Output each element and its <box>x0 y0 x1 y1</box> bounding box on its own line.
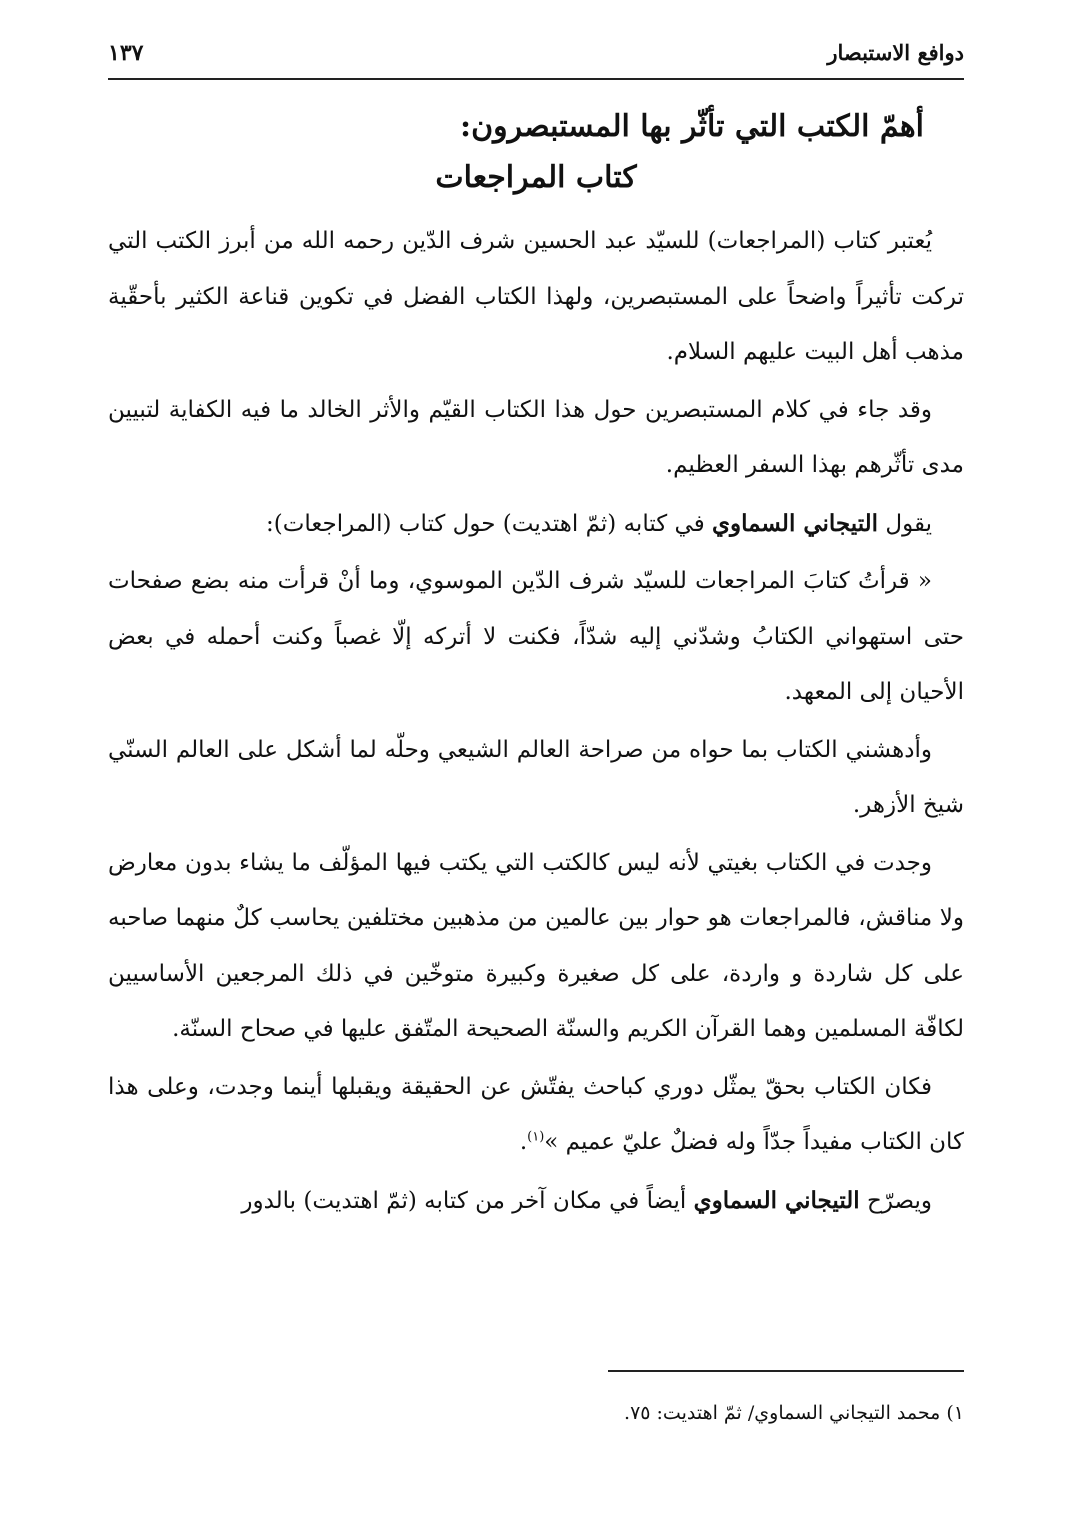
footnote: ١) محمد التيجاني السماوي/ ثمّ اهتديت: ٧٥. <box>624 1402 964 1424</box>
paragraph-3 <box>108 496 964 553</box>
paragraph-7-end: . <box>519 1129 528 1155</box>
paragraph-1: يُعتبر كتاب (المراجعات) للسيّد عبد الحسين شرف الدّين رحمه الله من أبرز الكتب التي تركت تأثيراً واضحاً على المستبصرين، ولهذا الكتاب الفضل في تكوين قناعة الكثير بأحقّية مذهب أهل البيت عليهم السلام. <box>108 228 964 365</box>
footnote-divider <box>608 1370 964 1372</box>
author-name-2: التيجاني السماوي <box>693 1186 860 1214</box>
section-headings <box>108 102 964 204</box>
paragraph-7 <box>108 1060 964 1171</box>
paragraph-7-text: فكان الكتاب بحقّ يمثّل دوري كباحث يفتّش عن الحقيقة ويقبلها أينما وجدت، وعلى هذا كان الكتاب مفيداً جدّاً وله فضلٌ عليّ عميم » <box>108 1073 964 1155</box>
body-text <box>108 214 964 1231</box>
paragraph-5: وأدهشني الكتاب بما حواه من صراحة العالم الشيعي وحلّه لما أشكل على العالم السنّي شيخ الأزهر. <box>108 736 964 818</box>
paragraph-4: « قرأتُ كتابَ المراجعات للسيّد شرف الدّين الموسوي، وما أنْ قرأت منه بضع صفحات حتى استهواني الكتابُ وشدّني إليه شدّاً، فكنت لا أتركه إلّا غصباً وكنت أحمله في بعض الأحيان إلى المعهد. <box>108 568 964 705</box>
section-heading: أهمّ الكتب التي تأثّر بها المستبصرون: <box>460 109 924 144</box>
paragraph-3-start: يقول <box>878 510 932 537</box>
section-subheading: كتاب المراجعات <box>435 160 637 195</box>
page-number: ١٣٧ <box>108 40 144 66</box>
paragraph-6: وجدت في الكتاب بغيتي لأنه ليس كالكتب التي يكتب فيها المؤلّف ما يشاء بدون معارض ولا مناقش، فالمراجعات هو حوار بين عالمين من مذهبين مختلفين يحاسب كلٌ منهما صاحبه على كل شاردة و واردة، على كل صغيرة وكبيرة متوخّين في ذلك المرجعين الأساسيين لكافّة المسلمين وهما القرآن الكريم والسنّة الصحيحة المتّفق عليها في صحاح السنّة. <box>108 849 965 1042</box>
paragraph-8 <box>108 1173 964 1230</box>
running-title: دوافع الاستبصار <box>827 40 964 65</box>
author-name: التيجاني السماوي <box>712 509 879 537</box>
footnote-marker: (١) <box>527 1129 545 1145</box>
paragraph-3-end: في كتابه (ثمّ اهتديت) حول كتاب (المراجعات): <box>266 510 712 537</box>
paragraph-8-end: أيضاً في مكان آخر من كتابه (ثمّ اهتديت) بالدور <box>241 1187 694 1214</box>
running-header <box>108 38 964 80</box>
paragraph-8-start: ويصرّح <box>859 1187 932 1214</box>
paragraph-2: وقد جاء في كلام المستبصرين حول هذا الكتاب القيّم والأثر الخالد ما فيه الكفاية لتبيين مدى تأثّرهم بهذا السفر العظيم. <box>108 396 964 478</box>
